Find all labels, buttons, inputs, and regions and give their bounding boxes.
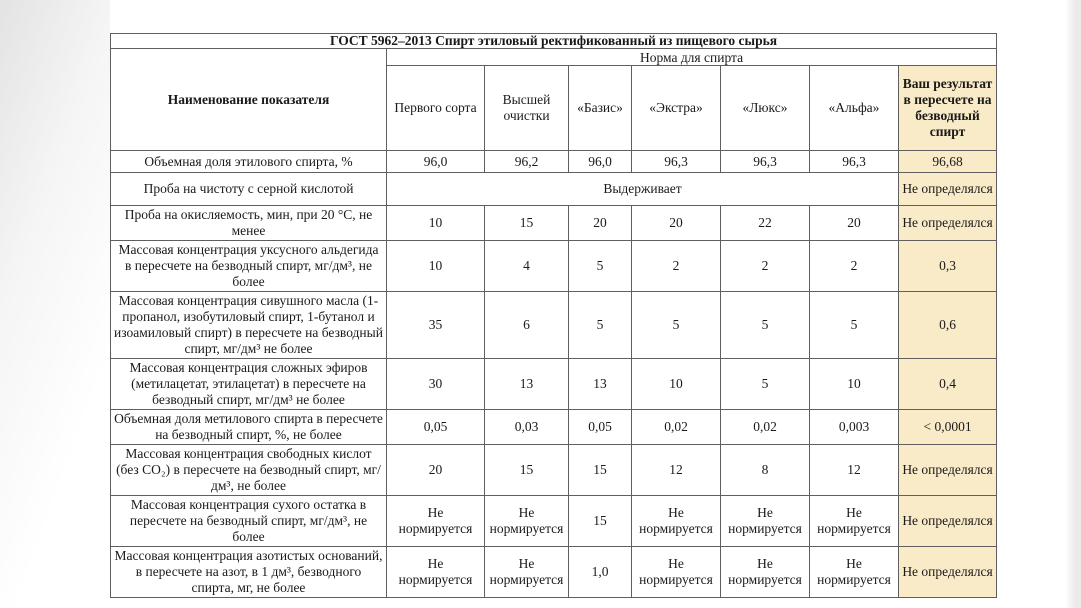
value-cell: 96,3 xyxy=(810,151,899,173)
indicator-name-cell: Проба на окисляемость, мин, при 20 °С, не менее xyxy=(111,206,387,241)
value-cell: Не нормируется xyxy=(810,496,899,547)
col-header-bazis: «Базис» xyxy=(569,66,632,151)
indicator-name-cell: Объемная доля этилового спирта, % xyxy=(111,151,387,173)
value-cell: 30 xyxy=(387,359,485,410)
value-cell: Не нормируется xyxy=(632,547,721,598)
result-cell: Не определялся xyxy=(899,206,997,241)
value-cell: 4 xyxy=(485,241,569,292)
table-row xyxy=(111,151,997,173)
table-row xyxy=(111,241,997,292)
indicator-name-cell: Массовая концентрация сивушного масла (1-пропанол, изобутиловый спирт, 1-бутанол и изоамиловый спирт) в пересчете на безводный спирт, мг/дм³ не более xyxy=(111,292,387,359)
col-header-your-result: Ваш результат в пересчете на безводный спирт xyxy=(899,66,997,151)
value-cell: 13 xyxy=(569,359,632,410)
value-cell: 5 xyxy=(721,359,810,410)
value-cell: 12 xyxy=(632,445,721,496)
indicator-name-cell: Объемная доля метилового спирта в пересчете на безводный спирт, %, не более xyxy=(111,410,387,445)
result-cell: Не определялся xyxy=(899,496,997,547)
table-row xyxy=(111,206,997,241)
indicator-column-header: Наименование показателя xyxy=(111,49,387,151)
indicator-name-cell: Проба на чистоту с серной кислотой xyxy=(111,173,387,206)
value-cell: 15 xyxy=(485,445,569,496)
value-cell: 35 xyxy=(387,292,485,359)
value-cell: 10 xyxy=(810,359,899,410)
norm-group-header: Норма для спирта xyxy=(387,49,997,66)
value-cell: Не нормируется xyxy=(387,547,485,598)
result-cell: Не определялся xyxy=(899,173,997,206)
value-cell: 0,05 xyxy=(387,410,485,445)
value-cell: 2 xyxy=(632,241,721,292)
value-cell: 0,02 xyxy=(721,410,810,445)
value-cell: 96,3 xyxy=(632,151,721,173)
value-cell: 5 xyxy=(569,241,632,292)
value-cell: 20 xyxy=(387,445,485,496)
col-header-ekstra: «Экстра» xyxy=(632,66,721,151)
value-cell: Не нормируется xyxy=(485,547,569,598)
result-cell: Не определялся xyxy=(899,445,997,496)
indicator-name-cell: Массовая концентрация уксусного альдегида в пересчете на безводный спирт, мг/дм³, не более xyxy=(111,241,387,292)
value-cell: 8 xyxy=(721,445,810,496)
value-cell: 96,0 xyxy=(387,151,485,173)
value-cell: Не нормируется xyxy=(810,547,899,598)
result-cell: 0,3 xyxy=(899,241,997,292)
value-cell: 20 xyxy=(810,206,899,241)
value-cell: Не нормируется xyxy=(632,496,721,547)
value-cell: Не нормируется xyxy=(387,496,485,547)
value-cell: 10 xyxy=(387,206,485,241)
page-left-gradient xyxy=(0,0,110,608)
value-cell: 15 xyxy=(569,496,632,547)
value-cell: 96,0 xyxy=(569,151,632,173)
value-cell: 0,003 xyxy=(810,410,899,445)
value-cell: 5 xyxy=(632,292,721,359)
value-cell: 1,0 xyxy=(569,547,632,598)
table-row xyxy=(111,496,997,547)
value-cell: 5 xyxy=(721,292,810,359)
value-cell: 12 xyxy=(810,445,899,496)
value-cell: 0,03 xyxy=(485,410,569,445)
indicator-name-cell: Массовая концентрация сухого остатка в пересчете на безводный спирт, мг/дм³, не более xyxy=(111,496,387,547)
value-cell: Не нормируется xyxy=(721,547,810,598)
value-cell: 15 xyxy=(569,445,632,496)
col-header-pervogo-sorta: Первого сорта xyxy=(387,66,485,151)
value-cell: 20 xyxy=(569,206,632,241)
col-header-vysshey-ochistki: Высшей очистки xyxy=(485,66,569,151)
value-cell: 10 xyxy=(632,359,721,410)
table-title-row xyxy=(111,34,997,49)
value-cell: 5 xyxy=(810,292,899,359)
value-cell: 22 xyxy=(721,206,810,241)
col-header-alfa: «Альфа» xyxy=(810,66,899,151)
value-cell: 13 xyxy=(485,359,569,410)
table-row xyxy=(111,359,997,410)
col-header-lyuks: «Люкс» xyxy=(721,66,810,151)
value-cell: 10 xyxy=(387,241,485,292)
value-cell: Не нормируется xyxy=(721,496,810,547)
indicator-name-cell: Массовая концентрация свободных кислот (без СО₂) в пересчете на безводный спирт, мг/дм³, не более xyxy=(111,445,387,496)
value-cell: 96,3 xyxy=(721,151,810,173)
value-cell: 6 xyxy=(485,292,569,359)
table-row xyxy=(111,173,997,206)
table-row xyxy=(111,445,997,496)
page-right-gradient xyxy=(1065,0,1081,608)
result-cell: < 0,0001 xyxy=(899,410,997,445)
value-cell: 15 xyxy=(485,206,569,241)
value-cell: 20 xyxy=(632,206,721,241)
result-cell: 0,6 xyxy=(899,292,997,359)
value-cell: Не нормируется xyxy=(485,496,569,547)
result-cell: Не определялся xyxy=(899,547,997,598)
value-cell: 96,2 xyxy=(485,151,569,173)
table-row xyxy=(111,410,997,445)
value-cell: 2 xyxy=(810,241,899,292)
table-row xyxy=(111,547,997,598)
value-cell: 0,02 xyxy=(632,410,721,445)
result-cell: 96,68 xyxy=(899,151,997,173)
result-cell: 0,4 xyxy=(899,359,997,410)
value-cell: 5 xyxy=(569,292,632,359)
gost-standards-table xyxy=(110,33,997,598)
table-row xyxy=(111,292,997,359)
value-cell: 0,05 xyxy=(569,410,632,445)
header-group-row xyxy=(111,49,997,66)
table-title: ГОСТ 5962–2013 Спирт этиловый ректификованный из пищевого сырья xyxy=(111,34,997,49)
value-cell: 2 xyxy=(721,241,810,292)
merged-value-cell: Выдерживает xyxy=(387,173,899,206)
indicator-name-cell: Массовая концентрация азотистых оснований, в пересчете на азот, в 1 дм³, безводного спирта, мг, не более xyxy=(111,547,387,598)
indicator-name-cell: Массовая концентрация сложных эфиров (метилацетат, этилацетат) в пересчете на безводный спирт, мг/дм³ не более xyxy=(111,359,387,410)
